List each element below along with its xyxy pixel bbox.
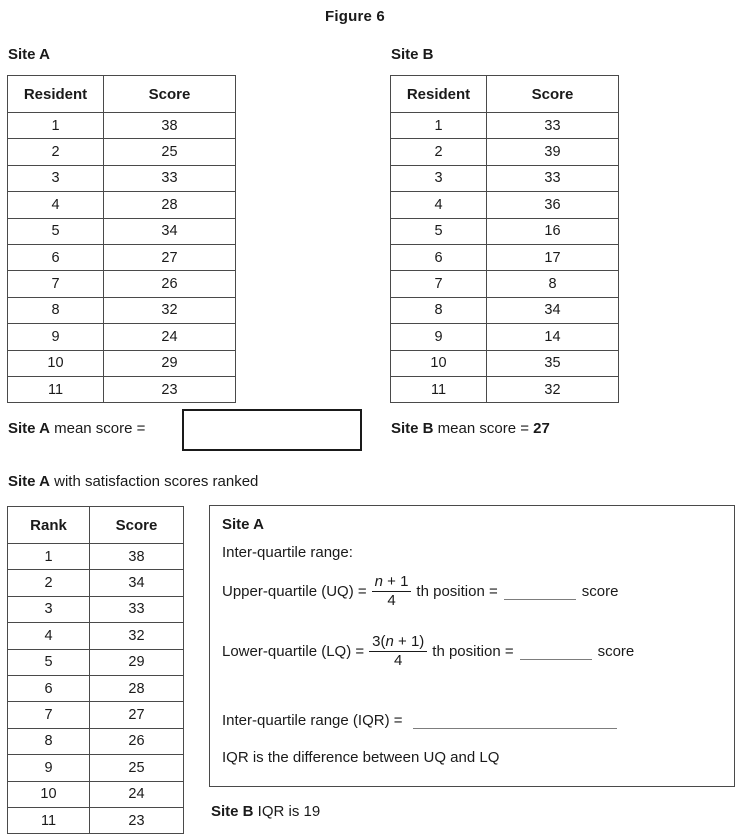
table-row — [8, 755, 184, 781]
resident-score: 39 — [487, 139, 619, 165]
upper-quartile-position-text: th position = — [416, 583, 498, 601]
table-row — [8, 244, 236, 270]
site-a-caption: Site A — [8, 46, 50, 63]
rank-id: 8 — [8, 728, 90, 754]
resident-id: 1 — [391, 113, 487, 139]
resident-id: 4 — [391, 192, 487, 218]
table-row — [391, 192, 619, 218]
fraction-denominator: 4 — [394, 652, 403, 670]
column-header-score: Score — [487, 76, 619, 113]
table-row — [8, 596, 184, 622]
resident-score: 34 — [104, 218, 236, 244]
rank-id: 1 — [8, 544, 90, 570]
table-row — [391, 350, 619, 376]
figure-title: Figure 6 — [325, 8, 385, 25]
resident-id: 4 — [8, 192, 104, 218]
resident-id: 9 — [8, 324, 104, 350]
site-b-mean-score-label — [391, 420, 550, 437]
resident-score: 25 — [104, 139, 236, 165]
resident-score: 29 — [104, 350, 236, 376]
resident-score: 24 — [104, 324, 236, 350]
iqr-intro-text: Inter-quartile range: — [222, 544, 353, 561]
resident-score: 33 — [487, 113, 619, 139]
table-header-row — [391, 76, 619, 113]
resident-id: 5 — [8, 218, 104, 244]
rank-id: 11 — [8, 807, 90, 833]
rank-id: 7 — [8, 702, 90, 728]
resident-score: 23 — [104, 376, 236, 402]
site-b-table — [390, 75, 619, 403]
resident-id: 7 — [391, 271, 487, 297]
table-row — [391, 376, 619, 402]
lower-quartile-position-text: th position = — [432, 643, 514, 661]
rank-score: 27 — [90, 702, 184, 728]
table-row — [391, 165, 619, 191]
site-b-iqr-text: IQR is 19 — [253, 803, 321, 820]
upper-quartile-fraction — [372, 574, 412, 609]
table-row — [391, 218, 619, 244]
resident-id: 2 — [8, 139, 104, 165]
iqr-panel-title: Site A — [222, 516, 264, 533]
table-row — [8, 350, 236, 376]
rank-score: 24 — [90, 781, 184, 807]
table-row — [391, 324, 619, 350]
rank-score: 28 — [90, 675, 184, 701]
rank-score: 33 — [90, 596, 184, 622]
upper-quartile-label: Upper-quartile (UQ) = — [222, 583, 367, 601]
resident-id: 6 — [8, 244, 104, 270]
site-b-mean-text: mean score = — [433, 420, 534, 437]
resident-id: 1 — [8, 113, 104, 139]
rank-id: 2 — [8, 570, 90, 596]
table-header-row — [8, 507, 184, 544]
resident-score: 32 — [104, 297, 236, 323]
upper-quartile-line — [222, 574, 618, 609]
site-a-mean-answer-box[interactable] — [182, 409, 362, 451]
site-b-mean-prefix: Site B — [391, 420, 434, 437]
table-row — [8, 218, 236, 244]
table-row — [8, 675, 184, 701]
table-row — [8, 570, 184, 596]
resident-id: 7 — [8, 271, 104, 297]
fraction-numerator: 3(n + 1) — [369, 634, 427, 652]
resident-id: 6 — [391, 244, 487, 270]
resident-id: 9 — [391, 324, 487, 350]
table-row — [391, 139, 619, 165]
resident-id: 8 — [8, 297, 104, 323]
resident-score: 16 — [487, 218, 619, 244]
column-header-resident: Resident — [8, 76, 104, 113]
lower-quartile-label: Lower-quartile (LQ) = — [222, 643, 365, 661]
lower-quartile-answer-blank[interactable] — [520, 644, 592, 660]
iqr-result-label: Inter-quartile range (IQR) = — [222, 712, 403, 729]
table-row — [391, 271, 619, 297]
lower-quartile-fraction — [369, 634, 427, 669]
table-row — [8, 297, 236, 323]
resident-score: 38 — [104, 113, 236, 139]
resident-id: 8 — [391, 297, 487, 323]
table-row — [8, 544, 184, 570]
resident-id: 3 — [8, 165, 104, 191]
upper-quartile-unit: score — [581, 583, 619, 601]
iqr-result-answer-blank[interactable] — [413, 713, 617, 729]
column-header-score: Score — [90, 507, 184, 544]
table-row — [8, 165, 236, 191]
table-row — [8, 623, 184, 649]
resident-score: 26 — [104, 271, 236, 297]
rank-score: 34 — [90, 570, 184, 596]
resident-id: 11 — [391, 376, 487, 402]
iqr-note-text: IQR is the difference between UQ and LQ — [222, 749, 500, 766]
resident-id: 5 — [391, 218, 487, 244]
site-b-iqr-prefix: Site B — [211, 803, 254, 820]
resident-score: 27 — [104, 244, 236, 270]
rank-id: 3 — [8, 596, 90, 622]
table-row — [8, 139, 236, 165]
table-row — [391, 113, 619, 139]
iqr-working-panel — [209, 505, 735, 787]
fraction-numerator: n + 1 — [372, 574, 412, 592]
rank-score: 23 — [90, 807, 184, 833]
resident-id: 3 — [391, 165, 487, 191]
rank-score: 26 — [90, 728, 184, 754]
resident-score: 8 — [487, 271, 619, 297]
column-header-score: Score — [104, 76, 236, 113]
table-row — [8, 649, 184, 675]
column-header-rank: Rank — [8, 507, 90, 544]
resident-score: 28 — [104, 192, 236, 218]
table-row — [8, 376, 236, 402]
table-row — [391, 244, 619, 270]
lower-quartile-unit: score — [597, 643, 635, 661]
iqr-result-line — [222, 712, 623, 729]
upper-quartile-answer-blank[interactable] — [504, 584, 576, 600]
ranked-table-caption — [8, 473, 258, 490]
site-a-mean-prefix: Site A — [8, 420, 50, 437]
resident-score: 36 — [487, 192, 619, 218]
site-b-iqr-statement — [211, 803, 320, 820]
site-a-mean-text: mean score = — [49, 420, 146, 437]
resident-id: 2 — [391, 139, 487, 165]
resident-score: 14 — [487, 324, 619, 350]
ranked-scores-table — [7, 506, 184, 834]
table-row — [391, 297, 619, 323]
table-row — [8, 113, 236, 139]
rank-id: 4 — [8, 623, 90, 649]
resident-id: 11 — [8, 376, 104, 402]
fraction-denominator: 4 — [387, 592, 396, 610]
resident-score: 34 — [487, 297, 619, 323]
column-header-resident: Resident — [391, 76, 487, 113]
table-row — [8, 702, 184, 728]
lower-quartile-line — [222, 634, 634, 669]
variable-n: n — [385, 633, 394, 650]
resident-score: 17 — [487, 244, 619, 270]
site-b-caption: Site B — [391, 46, 434, 63]
rank-score: 32 — [90, 623, 184, 649]
resident-id: 10 — [391, 350, 487, 376]
variable-n: n — [374, 573, 383, 590]
rank-score: 25 — [90, 755, 184, 781]
resident-score: 32 — [487, 376, 619, 402]
rank-score: 29 — [90, 649, 184, 675]
site-a-mean-score-label — [8, 420, 145, 437]
table-header-row — [8, 76, 236, 113]
resident-score: 33 — [487, 165, 619, 191]
rank-id: 10 — [8, 781, 90, 807]
table-row — [8, 324, 236, 350]
resident-score: 33 — [104, 165, 236, 191]
table-row — [8, 807, 184, 833]
rank-id: 9 — [8, 755, 90, 781]
rank-score: 38 — [90, 544, 184, 570]
ranked-caption-text: with satisfaction scores ranked — [49, 473, 259, 490]
site-a-table — [7, 75, 236, 403]
table-row — [8, 192, 236, 218]
ranked-caption-prefix: Site A — [8, 473, 50, 490]
resident-score: 35 — [487, 350, 619, 376]
resident-id: 10 — [8, 350, 104, 376]
site-b-mean-value: 27 — [533, 420, 550, 437]
table-row — [8, 781, 184, 807]
rank-id: 5 — [8, 649, 90, 675]
table-row — [8, 271, 236, 297]
rank-id: 6 — [8, 675, 90, 701]
table-row — [8, 728, 184, 754]
